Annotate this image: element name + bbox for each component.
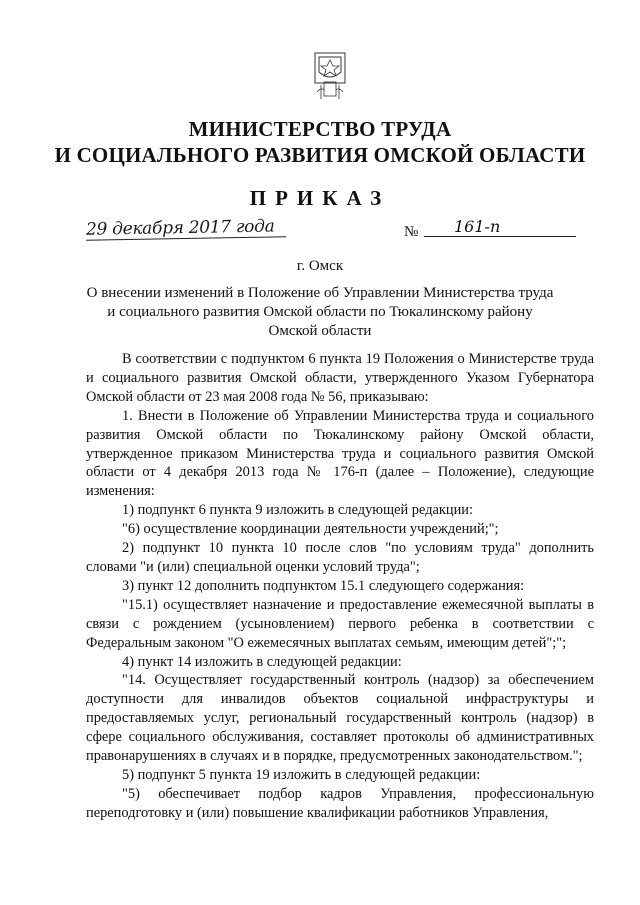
- subject-line-2: и социального развития Омской области по Тюкалинскому району: [107, 304, 533, 320]
- handwritten-document-number: 161-п: [424, 217, 576, 237]
- order-body: [86, 350, 594, 823]
- ministry-name-line-2: И СОЦИАЛЬНОГО РАЗВИТИЯ ОМСКОЙ ОБЛАСТИ: [54, 143, 586, 167]
- paragraph-quote-15-1: "15.1) осуществляет назначение и предоставление ежемесячной выплаты в связи с рождением (усыновлением) первого ребенка в соответствии с Федеральным законом "О ежемесячных выплатах семьям, имеющим детей";";: [86, 596, 594, 651]
- city: г. Омск: [296, 258, 344, 274]
- paragraph-preamble: В соответствии с подпунктом 6 пункта 19 Положения о Министерстве труда и социального развития Омской области, утвержденного Указом Губернатора Омской области от 23 мая 2008 года № 56, приказываю:: [86, 351, 594, 405]
- paragraph-subitem-5: 5) подпункт 5 пункта 19 изложить в следующей редакции:: [122, 766, 481, 783]
- paragraph-subitem-4: 4) пункт 14 изложить в следующей редакции:: [122, 653, 402, 670]
- paragraph-quote-5: "5) обеспечивает подбор кадров Управления, профессиональную переподготовку и (или) повышение квалификации работников Управления,: [86, 785, 594, 821]
- number-label: №: [404, 224, 419, 240]
- coat-of-arms-icon: [313, 52, 347, 102]
- order-subject: [60, 284, 580, 341]
- paragraph-item-1: 1. Внести в Положение об Управлении Министерства труда и социального развития Омской области по Тюкалинскому району Омской области, утвержденное приказом Министерства труда и социального развития Омской области от 4 декабря 2013 года № 176-п (далее – Положение), следующие изменения:: [86, 407, 594, 500]
- paragraph-subitem-1: 1) подпункт 6 пункта 9 изложить в следующей редакции:: [122, 502, 473, 519]
- paragraph-quote-14: "14. Осуществляет государственный контроль (надзор) за обеспечением доступности для инвалидов объектов социальной инфраструктуры и предоставляемых услуг, региональный государственный контроль (надзор) в сфере социального обслуживания, составляет протоколы об административных правонарушениях в случаях и в порядке, предусмотренных законодательством.";: [86, 672, 594, 765]
- subject-line-1: О внесении изменений в Положение об Управлении Министерства труда: [86, 285, 554, 301]
- document-type-title: ПРИКАЗ: [249, 186, 391, 210]
- handwritten-date: 29 декабря 2017 года: [86, 216, 286, 240]
- paragraph-quote-6: "6) осуществление координации деятельности учреждений;";: [122, 521, 499, 538]
- paragraph-subitem-2: 2) подпункт 10 пункта 10 после слов "по условиям труда" дополнить словами "и (или) специальной оценки условий труда";: [86, 540, 594, 575]
- subject-line-3: Омской области: [268, 323, 372, 339]
- ministry-name-line-1: МИНИСТЕРСТВО ТРУДА: [188, 117, 452, 141]
- paragraph-subitem-3: 3) пункт 12 дополнить подпунктом 15.1 следующего содержания:: [122, 577, 525, 594]
